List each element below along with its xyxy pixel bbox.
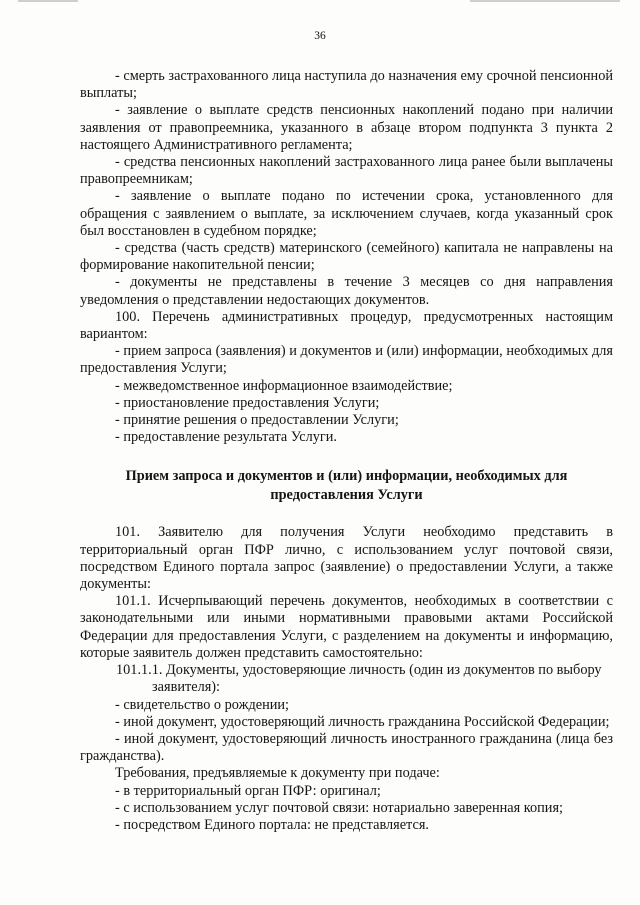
paragraph: - прием запроса (заявления) и документов и (или) информации, необходимых для предоставления Услуги;: [80, 343, 613, 377]
paragraph: - принятие решения о предоставлении Услуги;: [115, 412, 399, 429]
paragraph: 101.1. Исчерпывающий перечень документов, необходимых в соответствии с законодательными или иными нормативными правовыми актами Российской Федерации для предоставления Услуги, с разделением на документы и информацию, которые заявитель должен представить самостоятельно:: [80, 593, 613, 661]
paragraph: - приостановление предоставления Услуги;: [115, 394, 380, 411]
paragraph: - иной документ, удостоверяющий личность гражданина Российской Федерации;: [115, 713, 610, 730]
paragraph: - межведомственное информационное взаимодействие;: [115, 377, 453, 394]
paragraph: - предоставление результата Услуги.: [115, 429, 337, 446]
paragraph: 101. Заявителю для получения Услуги необходимо представить в территориальный орган ПФР лично, с использованием услуг почтовой связи, посредством Единого портала запрос (заявление) о предоставлении Услуги, а также документы:: [80, 524, 613, 593]
paragraph: - смерть застрахованного лица наступила до назначения ему срочной пенсионной выплаты;: [80, 68, 613, 102]
paragraph: - средства (часть средств) материнского (семейного) капитала не направлены на формирование накопительной пенсии;: [80, 240, 613, 274]
paragraph: - заявление о выплате подано по истечении срока, установленного для обращения с заявлением о выплате, за исключением случаев, когда указанный срок был восстановлен в судебном порядке;: [80, 188, 613, 239]
paragraph: - в территориальный орган ПФР: оригинал;: [115, 782, 381, 799]
paragraph: - посредством Единого портала: не представляется.: [115, 816, 429, 833]
scan-mark-right: [470, 0, 620, 2]
paragraph: - иной документ, удостоверяющий личность иностранного гражданина (лица без гражданства).: [80, 730, 613, 765]
paragraph: - средства пенсионных накоплений застрахованного лица ранее были выплачены правопреемникам;: [80, 154, 613, 188]
paragraph: 101.1.1. Документы, удостоверяющие личность (один из документов по выбору заявителя):: [116, 662, 602, 696]
paragraphs-bottom: [80, 524, 613, 834]
paragraph: - документы не представлены в течение 3 месяцев со дня направления уведомления о представлении недостающих документов.: [80, 274, 613, 308]
paragraph: 100. Перечень административных процедур, предусмотренных настоящим вариантом:: [80, 308, 613, 343]
paragraph: Требования, предъявляемые к документу при подаче:: [115, 765, 440, 782]
scan-mark-left: [18, 0, 78, 2]
paragraph: - заявление о выплате средств пенсионных накоплений подано при наличии заявления от правопреемника, указанного в абзаце втором подпункта 3 пункта 2 настоящего Административного регламента;: [80, 102, 613, 153]
paragraphs-top: [80, 68, 613, 446]
paragraph: - свидетельство о рождении;: [115, 696, 290, 713]
section-heading: Прием запроса и документов и (или) информации, необходимых для предоставления Услуги: [125, 468, 568, 504]
page-number: 36: [314, 30, 326, 42]
paragraph: - с использованием услуг почтовой связи: нотариально заверенная копия;: [115, 799, 563, 816]
document-body: [80, 68, 613, 834]
